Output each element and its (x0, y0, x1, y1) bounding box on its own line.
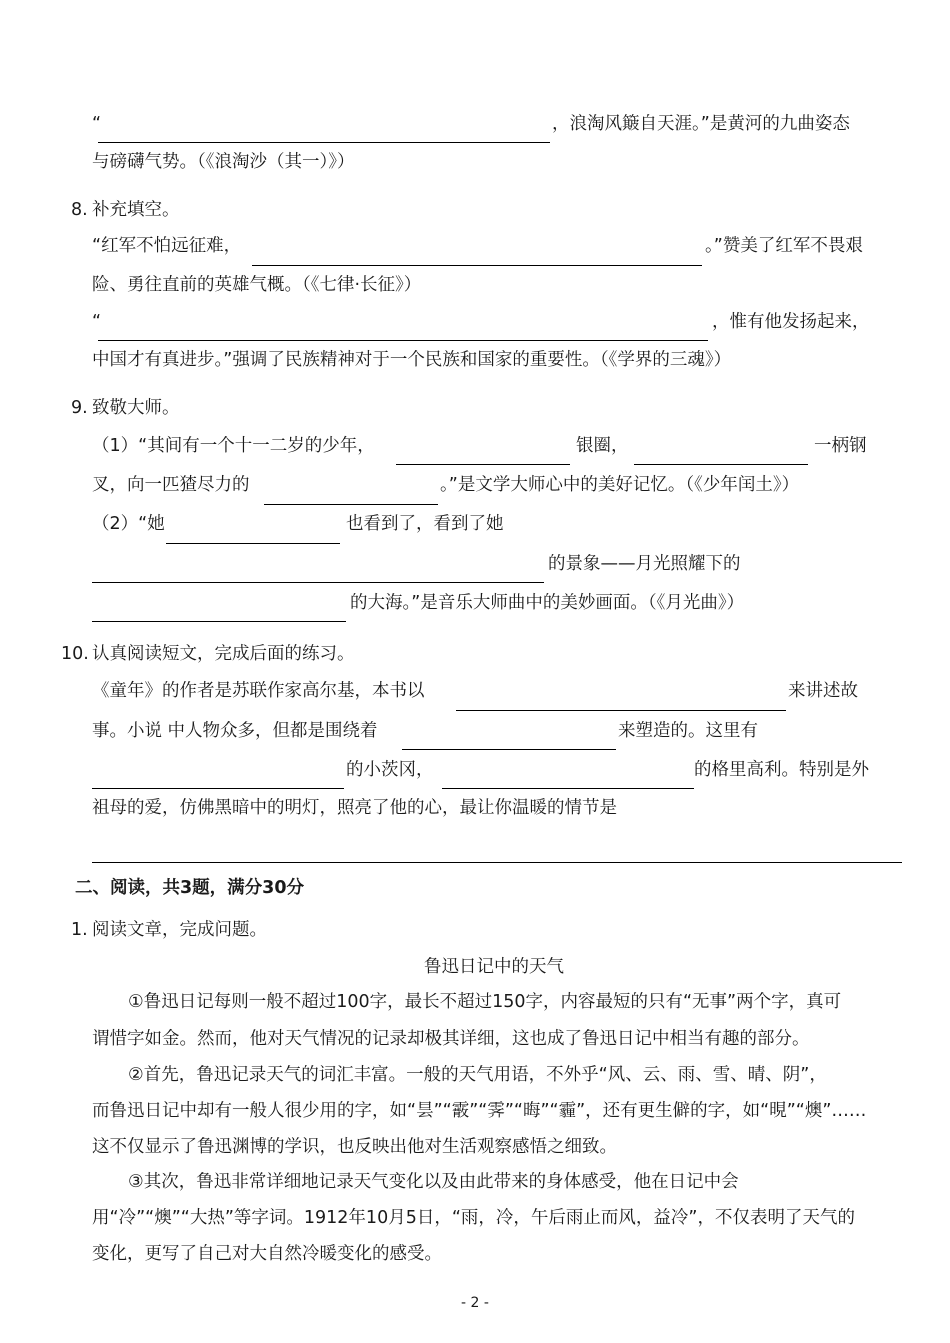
q8-number: 8. (71, 200, 88, 220)
q10-l3-mid: 的小茨冈， (346, 760, 434, 780)
q9-blank-2[interactable] (634, 464, 808, 465)
q10-blank-4[interactable] (442, 788, 694, 789)
q8-a-start: “红军不怕远征难， (92, 236, 242, 256)
q9-blank-5[interactable] (92, 582, 544, 583)
q10-number: 10. (61, 644, 89, 664)
q9-p1-line2-start: 叉，向一匹猹尽力的 (92, 475, 250, 495)
q9-blank-1[interactable] (396, 464, 570, 465)
section2-heading: 二、阅读，共3题，满分30分 (75, 878, 305, 898)
q8-a-end: 。”赞美了红军不畏艰 (705, 236, 863, 256)
q10-blank-3[interactable] (92, 788, 344, 789)
q9-number: 9. (71, 398, 88, 418)
q10-l4: 祖母的爱，仿佛黑暗中的明灯，照亮了他的心，最让你温暖的情节是 (92, 798, 617, 818)
q7-blank[interactable] (98, 142, 550, 143)
q9-title: 致敬大师。 (92, 398, 180, 418)
q8-b-line2: 中国才有真进步。”强调了民族精神对于一个民族和国家的重要性。（《学界的三魂》） (92, 350, 732, 370)
page-number: - 2 - (461, 1295, 489, 1311)
q9-p2-line2-end: 的景象——月光照耀下的 (548, 554, 741, 574)
q9-p1-start: （1）“其间有一个十一二岁的少年， (92, 436, 375, 456)
q8-blank-1[interactable] (252, 265, 702, 266)
q10-title: 认真阅读短文，完成后面的练习。 (92, 644, 355, 664)
article-p1-line2: 谓惜字如金。然而，他对天气情况的记录却极其详细，这也成了鲁迅日记中相当有趣的部分。 (92, 1029, 810, 1049)
q10-blank-1[interactable] (456, 710, 786, 711)
q9-p1-end: 一柄钢 (814, 436, 867, 456)
article-p2-line2: 而鲁迅日记中却有一般人很少用的字，如“昙”“霰”“霁”“晦”“霾”，还有更生僻的字，如“晛”“燠”…… (92, 1101, 867, 1121)
q10-l3-end: 的格里高利。特别是外 (694, 760, 869, 780)
q9-p1-line2-end: 。”是文学大师心中的美好记忆。（《少年闰土》） (440, 475, 800, 495)
q8-b-end: ，惟有他发扬起来， (712, 312, 870, 332)
q9-blank-4[interactable] (166, 543, 340, 544)
q10-l2-end: 来塑造的。这里有 (618, 721, 758, 741)
q8-b-open-quote: “ (92, 312, 102, 332)
article-p2-line1: ②首先，鲁迅记录天气的词汇丰富。一般的天气用语，不外乎“风、云、雨、雪、晴、阴”， (128, 1065, 827, 1085)
q7-open-quote: “ (92, 114, 102, 134)
q10-l2-start: 事。小说 中人物众多，但都是围绕着 (92, 721, 378, 741)
q9-p2-mid: 也看到了，看到了她 (346, 514, 504, 534)
q9-p2-start: （2）“她 (92, 514, 165, 534)
article-title: 鲁迅日记中的天气 (424, 957, 564, 977)
s2-q1-title: 阅读文章，完成问题。 (92, 920, 267, 940)
q9-blank-6[interactable] (92, 621, 346, 622)
q9-blank-3[interactable] (264, 504, 438, 505)
q10-blank-5[interactable] (92, 862, 902, 863)
q7-line1-end: ，浪淘风簸自天涯。”是黄河的九曲姿态 (552, 114, 850, 134)
q8-blank-2[interactable] (98, 340, 708, 341)
q10-blank-2[interactable] (402, 749, 616, 750)
q10-l1-end: 来讲述故 (788, 681, 858, 701)
s2-q1-number: 1. (71, 920, 88, 940)
q8-title: 补充填空。 (92, 200, 180, 220)
q8-a-line2: 险、勇往直前的英雄气概。（《七律·长征》） (92, 275, 422, 295)
article-p3-line2: 用“冷”“燠”“大热”等字词。1912年10月5日，“雨，冷，午后雨止而风，益冷”，不仅表明了天气的 (92, 1208, 855, 1228)
q9-p1-mid: 银圈， (576, 436, 629, 456)
article-p3-line3: 变化，更写了自己对大自然冷暖变化的感受。 (92, 1244, 442, 1264)
q10-l1-start: 《童年》的作者是苏联作家高尔基，本书以 (92, 681, 425, 701)
article-p2-line3: 这不仅显示了鲁迅渊博的学识，也反映出他对生活观察感悟之细致。 (92, 1137, 617, 1157)
q7-line2: 与磅礴气势。（《浪淘沙（其一）》） (92, 152, 355, 172)
article-p3-line1: ③其次，鲁迅非常详细地记录天气变化以及由此带来的身体感受，他在日记中会 (128, 1172, 739, 1192)
article-p1-line1: ①鲁迅日记每则一般不超过100字，最长不超过150字，内容最短的只有“无事”两个字，真可 (128, 992, 842, 1012)
q9-p2-line3-end: 的大海。”是音乐大师曲中的美妙画面。（《月光曲》） (350, 593, 745, 613)
